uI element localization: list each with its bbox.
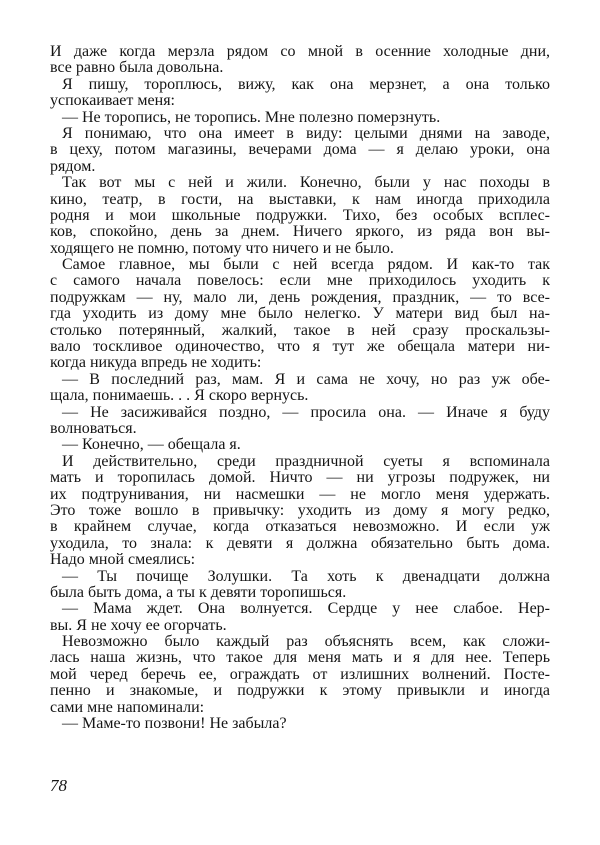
text-line: с самого начала повелось: если мне приходилось уходить к xyxy=(50,273,550,290)
page-number: 78 xyxy=(50,776,67,795)
text-line: когда никуда впредь не ходить: xyxy=(50,355,262,372)
text-line: в цеху, потом магазины, вечерами дома — я делаю уроки, она xyxy=(50,142,550,159)
text-line: — Не засиживайся поздно, — просила она. — Иначе я буду xyxy=(62,404,550,421)
text-line: кино, театр, в гости, на выставки, к нам иногда приходила xyxy=(50,191,550,208)
text-line: была быть дома, а ты к девяти торопишься. xyxy=(50,584,347,601)
text-line: сами мне напоминали: xyxy=(50,699,205,716)
text-line: Я понимаю, что она имеет в виду: целыми днями на заводе, xyxy=(62,125,550,142)
text-line: Я пишу, тороплюсь, вижу, как она мерзнет, а она только xyxy=(62,76,550,93)
text-line: Это тоже вошло в привычку: уходить из дому я могу редко, xyxy=(50,502,550,519)
text-line: гда уходить из дому мне было нелегко. У матери вид был на- xyxy=(50,306,550,323)
text-line: вало тоскливое одиночество, что я тут же обещала матери ни- xyxy=(50,339,550,356)
text-line: подружкам — ну, мало ли, день рождения, праздник, — то все- xyxy=(50,289,550,306)
text-line: — Конечно, — обещала я. xyxy=(62,437,241,454)
page-body xyxy=(50,44,550,732)
text-line: Надо мной смеялись: xyxy=(50,552,196,569)
text-line: пенно и знакомые, и подружки к этому привыкли и иногда xyxy=(50,683,550,700)
text-line: — Маме-то позвони! Не забыла? xyxy=(62,716,287,733)
text-line: уходила, то знала: к девяти я должна обязательно быть дома. xyxy=(50,535,550,552)
text-line: мой черед беречь ее, ограждать от излишних волнений. Посте- xyxy=(50,666,550,683)
text-line: лась наша жизнь, что такое для меня мать и я для нее. Теперь xyxy=(50,650,550,667)
text-line: щала, понимаешь. . . Я скоро вернусь. xyxy=(50,388,309,405)
text-line: успокаивает меня: xyxy=(50,93,175,110)
text-line: Так вот мы с ней и жили. Конечно, были у нас походы в xyxy=(62,175,550,192)
text-line: их подтрунивания, ни насмешки — не могло меня удержать. xyxy=(50,486,550,503)
text-line: — Мама ждет. Она волнуется. Сердце у нее слабое. Нер- xyxy=(62,601,550,618)
text-line: родня и мои школьные подружки. Тихо, без особых всплес- xyxy=(50,207,550,224)
text-line: все равно была довольна. xyxy=(50,60,224,77)
text-line: — В последний раз, мам. Я и сама не хочу, но раз уж обе- xyxy=(62,371,550,388)
text-line: волноваться. xyxy=(50,420,137,437)
text-line: вы. Я не хочу ее огорчать. xyxy=(50,617,227,634)
text-line: мать и торопилась домой. Ничто — ни угрозы подружек, ни xyxy=(50,470,550,487)
text-line: И даже когда мерзла рядом со мной в осенние холодные дни, xyxy=(50,44,550,60)
text-line: столько потерянный, жалкий, такое в ней сразу проскальзы- xyxy=(50,322,550,339)
text-line: И действительно, среди праздничной суеты я вспоминала xyxy=(62,453,550,470)
text-line: в крайнем случае, когда отказаться невозможно. И если уж xyxy=(50,519,550,536)
text-line: Самое главное, мы были с ней всегда рядом. И как-то так xyxy=(62,257,550,274)
text-line: — Ты почище Золушки. Та хоть к двенадцати должна xyxy=(62,568,550,585)
text-line: — Не торопись, не торопись. Мне полезно померзнуть. xyxy=(62,109,441,126)
text-line: Невозможно было каждый раз объяснять всем, как сложи- xyxy=(62,634,550,651)
text-line: ков, спокойно, день за днем. Ничего яркого, из ряда вон вы- xyxy=(50,224,550,241)
text-line: рядом. xyxy=(50,158,96,175)
text-line: ходящего не помню, потому что ничего и не было. xyxy=(50,240,394,257)
